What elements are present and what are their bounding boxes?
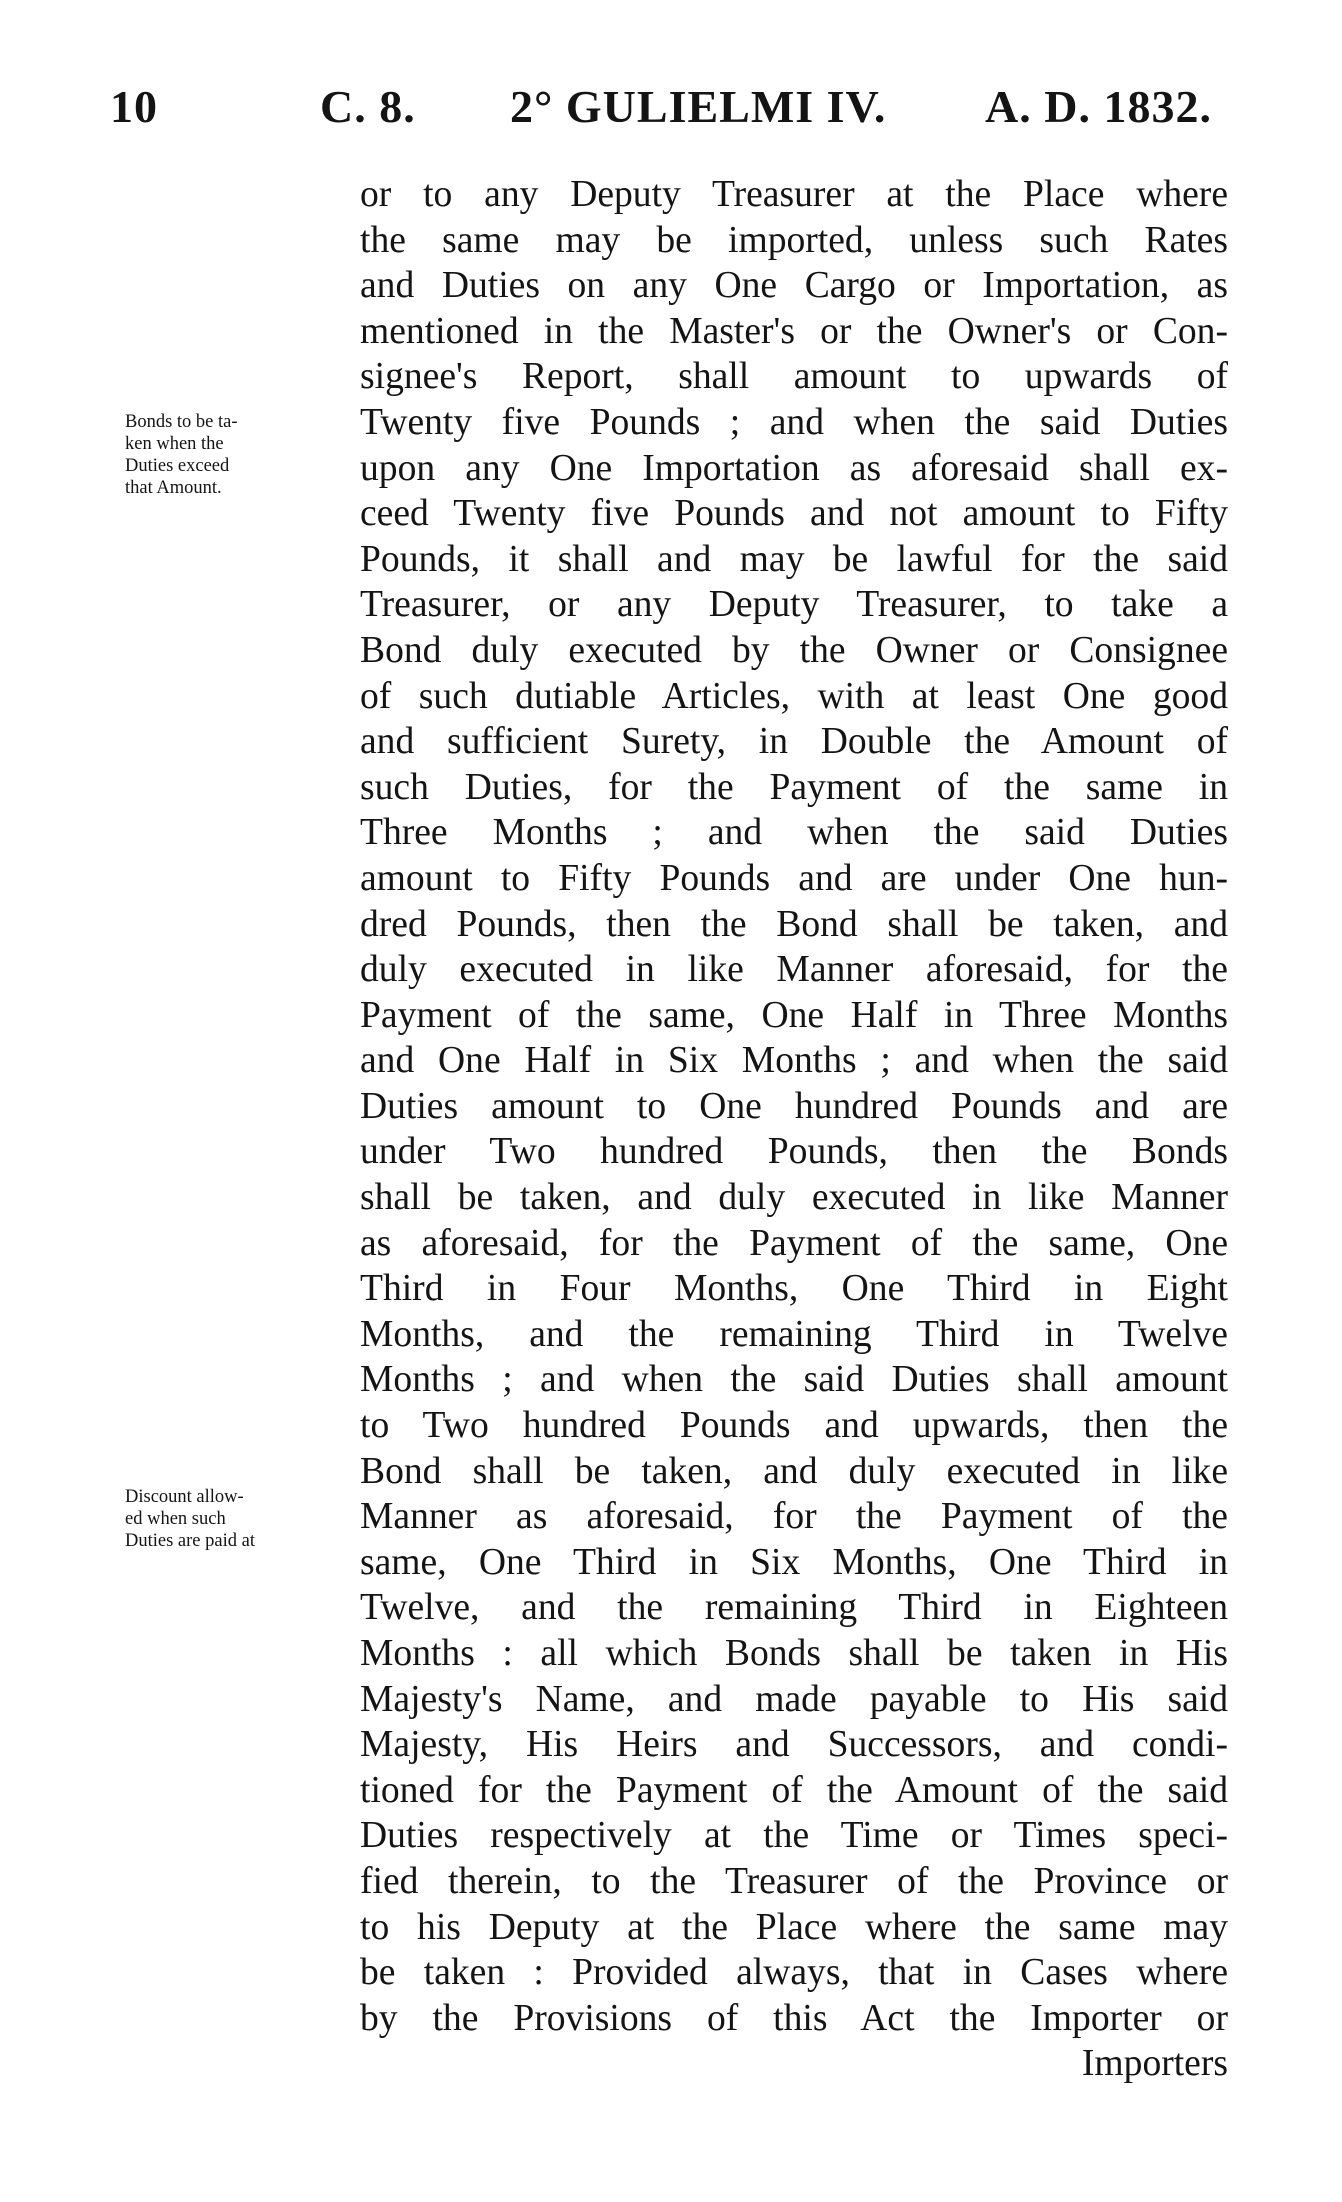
margin-note-bonds <box>125 411 350 499</box>
text-line: Bond shall be taken, and duly executed in like <box>360 1450 1228 1492</box>
text-line: fied therein, to the Treasurer of the Province or <box>360 1860 1228 1902</box>
margin-note-discount <box>125 1486 350 1552</box>
running-header <box>110 80 1230 140</box>
text-line: or to any Deputy Treasurer at the Place where <box>360 174 1228 215</box>
text-line: under Two hundred Pounds, then the Bonds <box>360 1131 1228 1173</box>
text-line: Duties respectively at the Time or Times speci- <box>360 1815 1228 1857</box>
margin-note-line: ken when the <box>125 434 224 454</box>
text-line: mentioned in the Master's or the Owner's or Con- <box>360 310 1228 352</box>
margin-note-line: Duties exceed <box>125 456 230 476</box>
text-line: as aforesaid, for the Payment of the same, One <box>360 1222 1228 1264</box>
main-text-column <box>360 172 1228 2087</box>
text-line: Months ; and when the said Duties shall amount <box>360 1359 1228 1401</box>
margin-note-line: ed when such <box>125 1509 226 1529</box>
text-line: such Duties, for the Payment of the same in <box>360 766 1228 808</box>
margin-note-line: Discount allow- <box>125 1487 244 1507</box>
text-line: by the Provisions of this Act the Importer or <box>360 1997 1228 2039</box>
page-number: 10 <box>110 81 158 132</box>
chapter-number: C. 8. <box>320 81 416 132</box>
text-line: Months : all which Bonds shall be taken in His <box>360 1633 1228 1674</box>
text-line: same, One Third in Six Months, One Third in <box>360 1541 1228 1583</box>
text-line: shall be taken, and duly executed in like Manner <box>360 1177 1228 1219</box>
text-line: dred Pounds, then the Bond shall be taken, and <box>360 903 1228 945</box>
text-line: Third in Four Months, One Third in Eight <box>360 1268 1228 1310</box>
text-line: Three Months ; and when the said Duties <box>360 812 1228 854</box>
text-line: to his Deputy at the Place where the same may <box>360 1906 1228 1948</box>
text-line: Twenty five Pounds ; and when the said Duties <box>360 401 1228 443</box>
text-line: and One Half in Six Months ; and when the said <box>360 1040 1228 1082</box>
margin-note-line: Duties are paid at <box>125 1531 255 1551</box>
text-line: Bond duly executed by the Owner or Consignee <box>360 629 1228 671</box>
text-line: tioned for the Payment of the Amount of the said <box>360 1769 1228 1811</box>
anno-domini-year: A. D. 1832. <box>985 81 1212 132</box>
text-line: Majesty, His Heirs and Successors, and condi- <box>360 1724 1228 1766</box>
text-line: ceed Twenty five Pounds and not amount to Fifty <box>360 493 1228 535</box>
margin-note-line: that Amount. <box>125 478 222 498</box>
text-line: and Duties on any One Cargo or Importation, as <box>360 265 1228 307</box>
text-line: upon any One Importation as aforesaid shall ex- <box>360 447 1228 489</box>
text-line: Twelve, and the remaining Third in Eighteen <box>360 1587 1228 1629</box>
text-line: Treasurer, or any Deputy Treasurer, to take a <box>360 584 1228 626</box>
text-line: duly executed in like Manner aforesaid, for the <box>360 949 1228 991</box>
text-line: Pounds, it shall and may be lawful for the said <box>360 538 1228 580</box>
regnal-year: 2° GULIELMI IV. <box>510 81 887 132</box>
text-line: amount to Fifty Pounds and are under One hun- <box>360 857 1228 899</box>
text-line: be taken : Provided always, that in Cases where <box>360 1952 1228 1994</box>
catchword: Importers <box>1081 2043 1228 2085</box>
text-line: signee's Report, shall amount to upwards of <box>360 356 1228 398</box>
text-line: Manner as aforesaid, for the Payment of the <box>360 1496 1228 1538</box>
text-line: Payment of the same, One Half in Three Months <box>360 994 1228 1036</box>
text-line: to Two hundred Pounds and upwards, then the <box>360 1405 1228 1447</box>
text-line: the same may be imported, unless such Rates <box>360 219 1228 261</box>
text-line: Months, and the remaining Third in Twelve <box>360 1313 1228 1355</box>
text-line: Majesty's Name, and made payable to His said <box>360 1678 1228 1720</box>
margin-note-line: Bonds to be ta- <box>125 412 238 432</box>
text-line: and sufficient Surety, in Double the Amount of <box>360 721 1228 763</box>
text-line: Duties amount to One hundred Pounds and are <box>360 1085 1228 1127</box>
text-line: of such dutiable Articles, with at least One good <box>360 675 1228 717</box>
